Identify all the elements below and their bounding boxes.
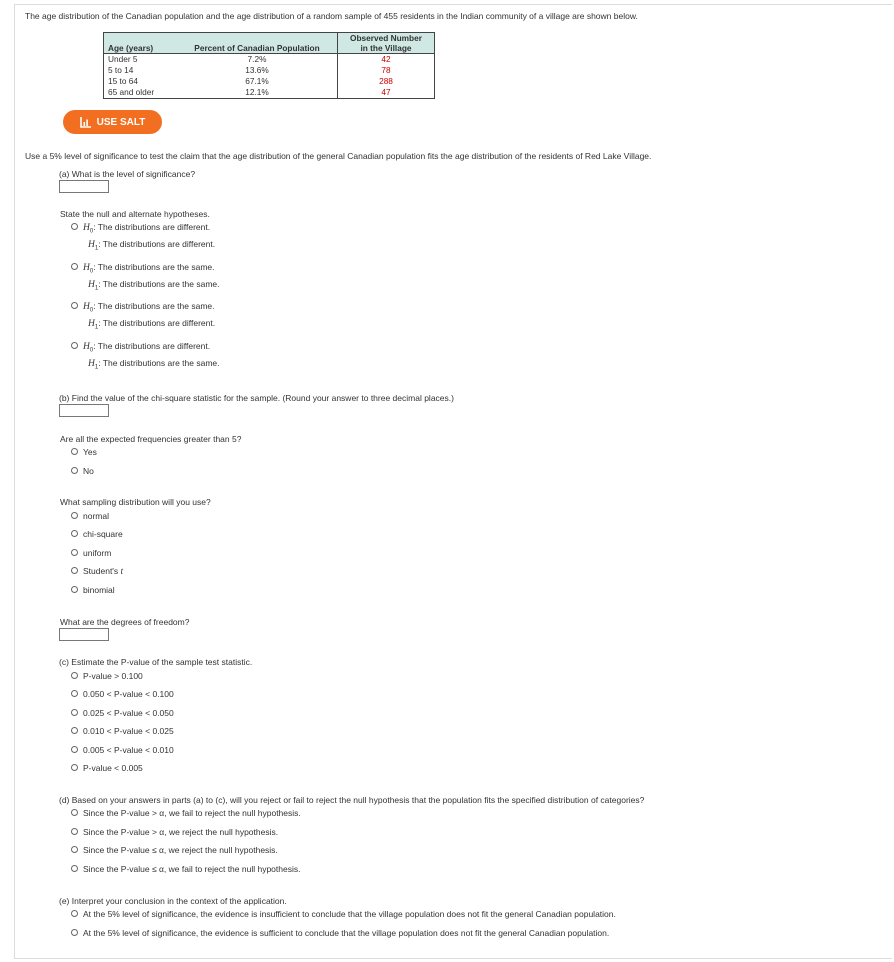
pvalue-option-1-label: P-value > 0.100: [83, 671, 143, 681]
hypothesis-option-3-h0: $H_0$: The distributions are the same.: [83, 301, 215, 314]
table-row: [104, 54, 435, 66]
hypothesis-option-3-radio[interactable]: [71, 302, 78, 309]
percent-cell: 7.2%: [177, 54, 338, 66]
hypothesis-option-4-h1: $H_1$: The distributions are the same.: [88, 358, 220, 371]
part-a-question: (a) What is the level of significance?: [59, 169, 196, 179]
pvalue-option-2-label: 0.050 < P-value < 0.100: [83, 689, 174, 699]
hypothesis-option-2-h0: $H_0$: The distributions are the same.: [83, 262, 215, 275]
sampling-uniform-label: uniform: [83, 548, 112, 558]
pvalue-option-3-label: 0.025 < P-value < 0.050: [83, 708, 174, 718]
sampling-chi-square-label: chi-square: [83, 529, 123, 539]
expected-question: Are all the expected frequencies greater than 5?: [60, 434, 242, 444]
degrees-of-freedom-input[interactable]: [59, 628, 109, 641]
observed-cell: 288: [338, 76, 435, 87]
sampling-chi-square-radio[interactable]: [71, 530, 78, 537]
observed-cell: 42: [338, 54, 435, 66]
age-cell: 5 to 14: [108, 65, 134, 75]
expected-yes-label: Yes: [83, 447, 97, 457]
use-salt-label: USE SALT: [96, 116, 146, 128]
sampling-uniform-radio[interactable]: [71, 549, 78, 556]
decision-option-4-label: Since the P-value ≤ α, we fail to reject the null hypothesis.: [83, 864, 301, 874]
significance-input[interactable]: [59, 180, 109, 193]
percent-cell: 13.6%: [245, 65, 269, 75]
salt-chart-icon: [80, 116, 92, 128]
part-d-question: (d) Based on your answers in parts (a) to (c), will you reject or fail to reject the null hypothesis that the population fits the specified distribution of categories?: [59, 795, 645, 805]
decision-option-1-label: Since the P-value > α, we fail to reject the null hypothesis.: [83, 808, 301, 818]
sampling-binomial-radio[interactable]: [71, 586, 78, 593]
interpret-option-1-label: At the 5% level of significance, the evidence is insufficient to conclude that the village population does not fit the general Canadian population.: [83, 909, 616, 919]
pvalue-option-6-radio[interactable]: [71, 764, 78, 771]
interpret-option-2-radio[interactable]: [71, 929, 78, 936]
hypothesis-option-1-h0: $H_0$: The distributions are different.: [83, 222, 211, 235]
use-salt-button[interactable]: [63, 110, 162, 134]
decision-option-4-radio[interactable]: [71, 865, 78, 872]
pvalue-option-1-radio[interactable]: [71, 672, 78, 679]
hypothesis-option-3-h1: $H_1$: The distributions are different.: [88, 318, 216, 331]
pvalue-option-3-radio[interactable]: [71, 709, 78, 716]
expected-no-radio[interactable]: [71, 467, 78, 474]
sampling-normal-label: normal: [83, 511, 109, 521]
sampling-binomial-label: binomial: [83, 585, 115, 595]
age-cell: 15 to 64: [108, 76, 138, 86]
pvalue-option-5-radio[interactable]: [71, 746, 78, 753]
pvalue-option-5-label: 0.005 < P-value < 0.010: [83, 745, 174, 755]
decision-option-2-label: Since the P-value > α, we reject the null hypothesis.: [83, 827, 279, 837]
table-row: [104, 87, 435, 99]
hypothesis-option-2-radio[interactable]: [71, 263, 78, 270]
expected-yes-radio[interactable]: [71, 448, 78, 455]
age-cell: Under 5: [104, 54, 178, 66]
col-header-observed-2: in the Village: [338, 43, 435, 54]
chi-square-input[interactable]: [59, 404, 109, 417]
sampling-student-t-radio[interactable]: [71, 567, 78, 574]
percent-cell: 67.1%: [245, 76, 269, 86]
table-row: [104, 65, 435, 76]
sampling-normal-radio[interactable]: [71, 512, 78, 519]
age-cell: 65 and older: [108, 87, 155, 97]
hypotheses-prompt: State the null and alternate hypotheses.: [60, 209, 210, 219]
observed-cell: 78: [338, 65, 435, 76]
part-e-question: (e) Interpret your conclusion in the context of the application.: [59, 896, 287, 906]
interpret-option-1-radio[interactable]: [71, 910, 78, 917]
intro-text: The age distribution of the Canadian population and the age distribution of a random sample of 455 residents in the Indian community of a village are shown below.: [25, 11, 638, 21]
decision-option-3-label: Since the P-value ≤ α, we reject the null hypothesis.: [83, 845, 278, 855]
pvalue-option-2-radio[interactable]: [71, 690, 78, 697]
interpret-option-2-label: At the 5% level of significance, the evidence is sufficient to conclude that the village population does not fit the general Canadian population.: [83, 928, 610, 938]
distribution-table: [103, 32, 435, 99]
col-header-percent: Percent of Canadian Population: [177, 33, 338, 54]
decision-option-3-radio[interactable]: [71, 846, 78, 853]
expected-no-label: No: [83, 466, 94, 476]
table-row: [104, 76, 435, 87]
percent-cell: 12.1%: [245, 87, 269, 97]
pvalue-option-4-label: 0.010 < P-value < 0.025: [83, 726, 174, 736]
hypothesis-option-1-h1: $H_1$: The distributions are different.: [88, 239, 216, 252]
col-header-observed: Observed Number: [338, 33, 435, 44]
sampling-student-t-label: Student's t: [83, 566, 124, 577]
hypothesis-option-2-h1: $H_1$: The distributions are the same.: [88, 279, 220, 292]
decision-option-1-radio[interactable]: [71, 809, 78, 816]
col-header-age: Age (years): [104, 33, 178, 54]
hypothesis-option-4-radio[interactable]: [71, 342, 78, 349]
part-b-question: (b) Find the value of the chi-square statistic for the sample. (Round your answer to three decimal places.): [59, 393, 454, 403]
pvalue-option-6-label: P-value < 0.005: [83, 763, 143, 773]
decision-option-2-radio[interactable]: [71, 828, 78, 835]
hypothesis-option-1-radio[interactable]: [71, 223, 78, 230]
observed-cell: 47: [338, 87, 435, 99]
df-question: What are the degrees of freedom?: [60, 617, 190, 627]
prompt-text: Use a 5% level of significance to test the claim that the age distribution of the general Canadian population fits the age distribution of the residents of Red Lake Village.: [25, 151, 652, 161]
sampling-question: What sampling distribution will you use?: [60, 497, 211, 507]
part-c-question: (c) Estimate the P-value of the sample test statistic.: [59, 657, 253, 667]
pvalue-option-4-radio[interactable]: [71, 727, 78, 734]
hypothesis-option-4-h0: $H_0$: The distributions are different.: [83, 341, 211, 354]
